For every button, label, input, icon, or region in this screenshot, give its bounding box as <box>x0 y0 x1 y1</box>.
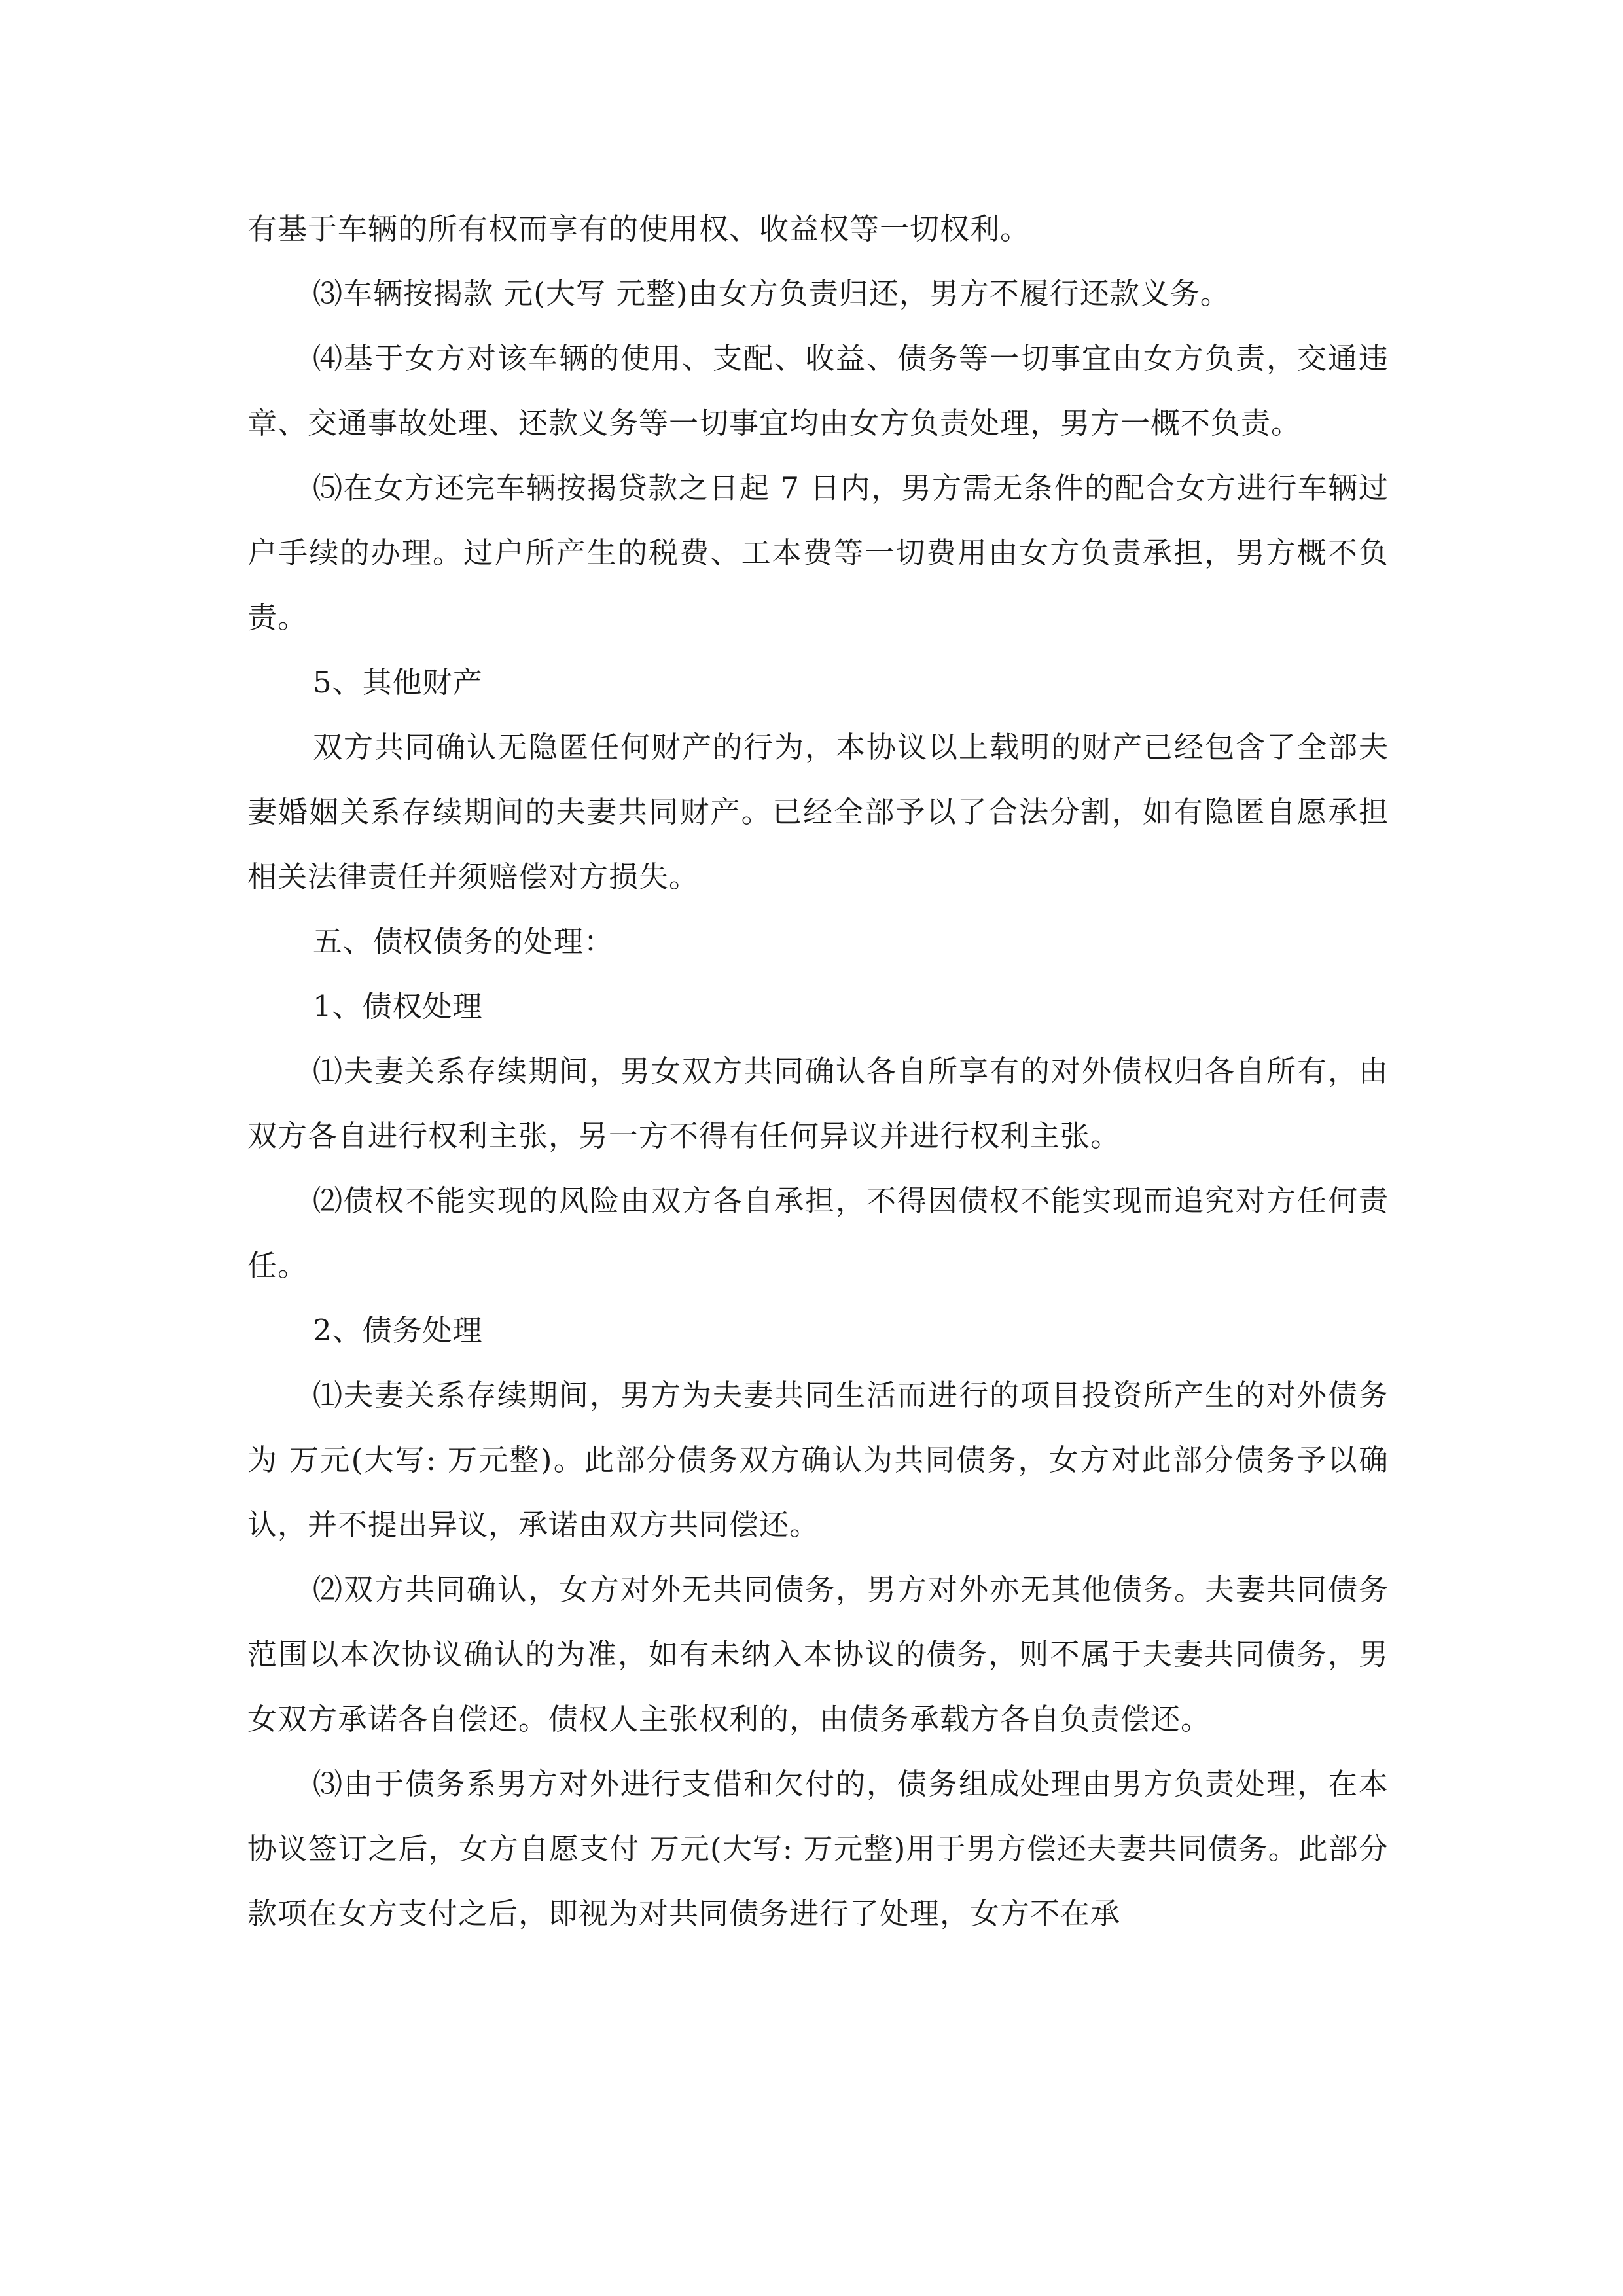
heading-other-property: 5、其他财产 <box>313 665 483 700</box>
heading-section-five: 五、债权债务的处理： <box>313 924 615 959</box>
paragraph-debt-3: ⑶由于债务系男方对外进行支借和欠付的，债务组成处理由男方负责处理，在本协议签订之后，女方自愿支付 万元(大写: 万元整)用于男方偿还夫妻共同债务。此部分款项在女方支付之后，即视为对共同债务进行了处理，女方不在承 <box>247 1767 1389 1931</box>
heading-creditor-rights: 1、债权处理 <box>313 989 483 1024</box>
paragraph-vehicle-mortgage: ⑶车辆按揭款 元(大写 元整)由女方负责归还，男方不履行还款义务。 <box>313 276 1230 311</box>
heading-debt-handling: 2、债务处理 <box>313 1313 483 1348</box>
paragraph-creditor-rights-2: ⑵债权不能实现的风险由双方各自承担，不得因债权不能实现而追究对方任何责任。 <box>247 1183 1389 1283</box>
paragraph-debt-2: ⑵双方共同确认，女方对外无共同债务，男方对外亦无其他债务。夫妻共同债务范围以本次协议确认的为准，如有未纳入本协议的债务，则不属于夫妻共同债务，男女双方承诺各自偿还。债权人主张权利的，由债务承载方各自负责偿还。 <box>247 1572 1389 1736</box>
paragraph-other-property: 双方共同确认无隐匿任何财产的行为，本协议以上载明的财产已经包含了全部夫妻婚姻关系存续期间的夫妻共同财产。已经全部予以了合法分割，如有隐匿自愿承担相关法律责任并须赔偿对方损失。 <box>247 730 1389 894</box>
paragraph-creditor-rights-1: ⑴夫妻关系存续期间，男女双方共同确认各自所享有的对外债权归各自所有，由双方各自进行权利主张，另一方不得有任何异议并进行权利主张。 <box>247 1054 1389 1153</box>
paragraph-vehicle-rights-continued: 有基于车辆的所有权而享有的使用权、收益权等一切权利。 <box>247 211 1031 246</box>
paragraph-vehicle-transfer: ⑸在女方还完车辆按揭贷款之日起 7 日内，男方需无条件的配合女方进行车辆过户手续的办理。过户所产生的税费、工本费等一切费用由女方负责承担，男方概不负责。 <box>247 471 1389 635</box>
paragraph-vehicle-responsibility: ⑷基于女方对该车辆的使用、支配、收益、债务等一切事宜由女方负责，交通违章、交通事故处理、还款义务等一切事宜均由女方负责处理，男方一概不负责。 <box>247 341 1389 440</box>
document-body <box>247 196 1389 1946</box>
paragraph-debt-1: ⑴夫妻关系存续期间，男方为夫妻共同生活而进行的项目投资所产生的对外债务为 万元(大写: 万元整)。此部分债务双方确认为共同债务，女方对此部分债务予以确认，并不提出异议，承诺由双方共同偿还。 <box>247 1378 1389 1542</box>
